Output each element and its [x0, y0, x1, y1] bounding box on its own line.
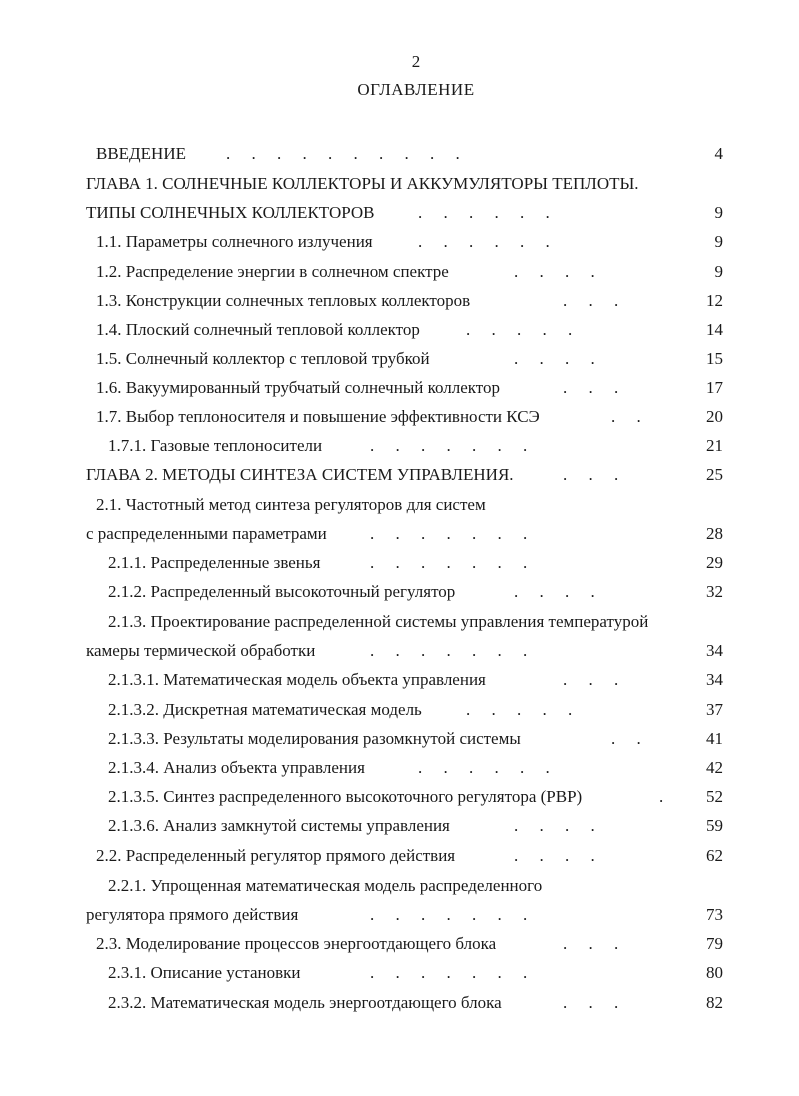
toc-entry-title: 2.1.3.5. Синтез распределенного высокоточного регулятора (РВР): [108, 787, 583, 806]
leader-dots: . . .: [563, 291, 619, 310]
toc-entry-title: ГЛАВА 1. СОЛНЕЧНЫЕ КОЛЛЕКТОРЫ И АККУМУЛЯТОРЫ ТЕПЛОТЫ.: [86, 174, 639, 193]
toc-entry-title: 1.3. Конструкции солнечных тепловых коллекторов: [96, 291, 471, 310]
toc-entry: [0, 262, 799, 284]
toc-entry-title: 2.1.3.3. Результаты моделирования разомкнутой системы: [108, 729, 521, 748]
leader-dots: . . . . . . .: [370, 436, 528, 455]
toc-entry: [0, 349, 799, 371]
toc-entry: [0, 378, 799, 400]
toc-entry: [0, 291, 799, 313]
toc-entry-title: 2.1.1. Распределенные звенья: [108, 553, 321, 572]
leader-dots: . . . . . . .: [370, 524, 528, 543]
leader-dots: . . . . . . .: [370, 963, 528, 982]
toc-entry: [0, 232, 799, 254]
toc-entry: [0, 905, 799, 927]
leader-dots: . . .: [563, 670, 619, 689]
leader-dots: . . . . . . .: [370, 553, 528, 572]
toc-entry-page: 42: [706, 758, 723, 777]
toc-entry-page: 73: [706, 905, 723, 924]
toc-entry-page: 34: [706, 641, 723, 660]
leader-dots: .: [659, 787, 664, 806]
toc-entry: [0, 816, 799, 838]
toc-entry-title: 2.1. Частотный метод синтеза регуляторов для систем: [96, 495, 486, 514]
toc-entry-page: 62: [706, 846, 723, 865]
toc-entry-title: с распределенными параметрами: [86, 524, 327, 543]
toc-entry: [0, 758, 799, 780]
leader-dots: . . . .: [514, 349, 595, 368]
leader-dots: . . . . .: [466, 700, 573, 719]
toc-entry-title: 2.1.2. Распределенный высокоточный регулятор: [108, 582, 456, 601]
toc-entry-page: 29: [706, 553, 723, 572]
toc-entry: [0, 553, 799, 575]
toc-entry: [0, 876, 799, 898]
toc-entry: [0, 846, 799, 868]
toc-entry: [0, 203, 799, 225]
leader-dots: . .: [611, 729, 641, 748]
toc-entry: [0, 495, 799, 517]
toc-entry: [0, 670, 799, 692]
toc-entry: [0, 144, 799, 166]
toc-entry: [0, 174, 799, 196]
leader-dots: . . . .: [514, 582, 595, 601]
toc-entry-page: 34: [706, 670, 723, 689]
toc-entry-page: 20: [706, 407, 723, 426]
toc-entry-page: 25: [706, 465, 723, 484]
toc-entry-title: 1.4. Плоский солнечный тепловой коллектор: [96, 320, 420, 339]
toc-entry-title: 1.6. Вакуумированный трубчатый солнечный коллектор: [96, 378, 501, 397]
page-title: ОГЛАВЛЕНИЕ: [357, 80, 475, 99]
leader-dots: . . . . . .: [418, 758, 550, 777]
toc-entry: [0, 407, 799, 429]
toc-entry-title: 1.7. Выбор теплоносителя и повышение эффективности КСЭ: [96, 407, 540, 426]
toc-entry-page: 14: [706, 320, 723, 339]
toc-entry: [0, 963, 799, 985]
leader-dots: . . . . . . . . . .: [226, 144, 460, 163]
toc-entry: [0, 934, 799, 956]
toc-entry: [0, 700, 799, 722]
toc-entry-page: 37: [706, 700, 723, 719]
toc-entry-title: 2.1.3.6. Анализ замкнутой системы управления: [108, 816, 450, 835]
leader-dots: . . . . . .: [418, 232, 550, 251]
toc-entry-title: ГЛАВА 2. МЕТОДЫ СИНТЕЗА СИСТЕМ УПРАВЛЕНИЯ.: [86, 465, 514, 484]
toc-entry-title: 1.7.1. Газовые теплоносители: [108, 436, 323, 455]
toc-entry-page: 41: [706, 729, 723, 748]
toc-entry-page: 15: [706, 349, 723, 368]
toc-entry-title: 1.2. Распределение энергии в солнечном спектре: [96, 262, 449, 281]
leader-dots: . . .: [563, 934, 619, 953]
page-number: 2: [411, 52, 421, 71]
toc-entry: [0, 524, 799, 546]
leader-dots: . . . .: [514, 262, 595, 281]
toc-entry: [0, 787, 799, 809]
toc-entry-title: 2.2. Распределенный регулятор прямого действия: [96, 846, 456, 865]
leader-dots: . . . .: [514, 816, 595, 835]
toc-entry-page: 52: [706, 787, 723, 806]
toc-entry: [0, 641, 799, 663]
toc-entry-title: 1.1. Параметры солнечного излучения: [96, 232, 373, 251]
toc-entry-title: ТИПЫ СОЛНЕЧНЫХ КОЛЛЕКТОРОВ: [86, 203, 375, 222]
toc-entry-title: 2.2.1. Упрощенная математическая модель распределенного: [108, 876, 543, 895]
leader-dots: . . .: [563, 465, 619, 484]
toc-entry-title: ВВЕДЕНИЕ: [96, 144, 186, 163]
toc-entry: [0, 582, 799, 604]
leader-dots: . . . . . .: [418, 203, 550, 222]
toc-entry-title: 2.1.3. Проектирование распределенной системы управления температурой: [108, 612, 649, 631]
toc-entry-page: 9: [714, 203, 723, 222]
leader-dots: . . .: [563, 378, 619, 397]
leader-dots: . . . . .: [466, 320, 573, 339]
toc-entry: [0, 320, 799, 342]
leader-dots: . .: [611, 407, 641, 426]
toc-entry-title: 2.3. Моделирование процессов энергоотдающего блока: [96, 934, 497, 953]
toc-entry-page: 28: [706, 524, 723, 543]
toc-entry-title: 2.1.3.2. Дискретная математическая модель: [108, 700, 422, 719]
toc-entry: [0, 436, 799, 458]
toc-entry-title: 2.1.3.4. Анализ объекта управления: [108, 758, 365, 777]
toc-entry-title: 2.3.2. Математическая модель энергоотдающего блока: [108, 993, 502, 1012]
toc-entry-title: 2.3.1. Описание установки: [108, 963, 301, 982]
toc-entry-page: 9: [714, 232, 723, 251]
toc-entry-title: камеры термической обработки: [86, 641, 316, 660]
toc-entry: [0, 465, 799, 487]
toc-entry-page: 21: [706, 436, 723, 455]
toc-entry-title: 1.5. Солнечный коллектор с тепловой трубкой: [96, 349, 430, 368]
toc-entry: [0, 993, 799, 1015]
toc-entry-page: 82: [706, 993, 723, 1012]
toc-entry-page: 32: [706, 582, 723, 601]
toc-entry: [0, 729, 799, 751]
toc-entry-title: регулятора прямого действия: [86, 905, 299, 924]
toc-entry-page: 17: [706, 378, 723, 397]
toc-entry-page: 80: [706, 963, 723, 982]
toc-entry: [0, 612, 799, 634]
leader-dots: . . . . . . .: [370, 641, 528, 660]
toc-entry-page: 9: [714, 262, 723, 281]
toc-entry-page: 59: [706, 816, 723, 835]
leader-dots: . . . . . . .: [370, 905, 528, 924]
toc-entry-page: 12: [706, 291, 723, 310]
toc-entry-page: 79: [706, 934, 723, 953]
toc-entry-page: 4: [714, 144, 723, 163]
toc-entry-title: 2.1.3.1. Математическая модель объекта управления: [108, 670, 486, 689]
leader-dots: . . . .: [514, 846, 595, 865]
leader-dots: . . .: [563, 993, 619, 1012]
